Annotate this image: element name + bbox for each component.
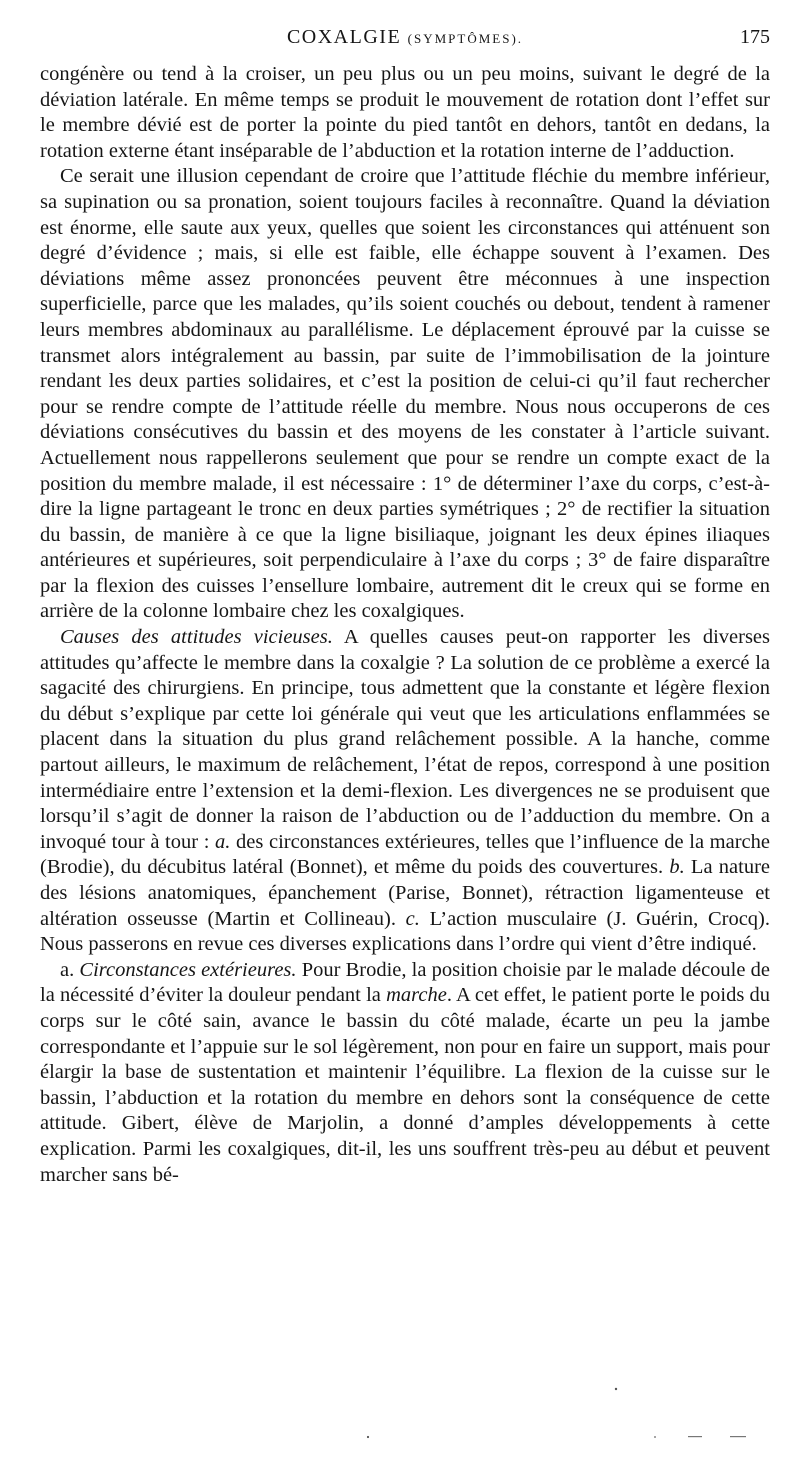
text-run: Pour Brodie, la position choisie par le malade découle de la nécessité d’éviter la douleur pendant la	[40, 958, 770, 1007]
running-head	[40, 26, 770, 54]
paragraph	[40, 164, 770, 625]
running-head-main: COXALGIE	[286, 26, 402, 48]
text-run: Ce serait une illusion cependant de croire que l’attitude fléchie du membre inférieur, sa supination ou sa pronation, soient toujours faciles à reconnaître. Quand la déviation est énorme, elle saute aux yeux, quelles que soient les circonstances qui atténuent son degré d’évidence ; mais, si elle est faible, elle échappe souvent à l’examen. Des déviations même assez prononcées peuvent être méconnues à une inspection superficielle, parce que les malades, qu’ils soient couchés ou debout, tendent à ramener leurs membres abdominaux au parallélisme. Le déplacement éprouvé par la cuisse se transmet alors intégralement au bassin, par suite de l’immobilisation de la jointure rendant les deux parties solidaires, et c’est la position de celui-ci qu’il faut rechercher pour se rendre compte de l’attitude réelle du membre. Nous nous occuperons de ces déviations consécutives du bassin et des moyens de les constater à l’article suivant. Actuellement nous rappellerons seulement que pour se rendre un compte exact de la position du membre malade, il est nécessaire : 1° de déterminer l’axe du corps, c’est-à-dire la ligne partageant le tronc en deux parties symétriques ; 2° de rectifier la situation du bassin, de manière à ce que la ligne bisiliaque, joignant les deux épines iliaques antérieures et supérieures, soit perpendiculaire à l’axe du corps ; 3° de faire disparaître par la flexion des cuisses l’ensellure lombaire, autrement dit le creux qui se forme en arrière de la colonne lombaire chez les coxalgiques.	[40, 165, 770, 623]
italic-text-run: a.	[215, 830, 231, 853]
text-run: La nature des lésions anatomiques, épanchement (Parise, Bonnet), rétraction ligamenteuse et altération osseusse (Martin et Collineau).	[40, 856, 770, 930]
paragraph	[40, 958, 770, 1188]
text-run: . A cet effet, le patient porte le poids du corps sur le côté sain, avance le bassin du côté malade, écarte un peu la jambe correspondante et l’appuie sur le sol légèrement, non pour en faire un support, mais pour élargir la base de sustentation et maintenir l’équilibre. La flexion de la cuisse sur le bassin, l’abduction et la rotation du membre en dehors sont la conséquence de cette attitude. Gibert, élève de Marjolin, a donné d’amples développements à cette explication. Parmi les coxalgiques, dit-il, les uns souffrent très-peu au début et peuvent marcher sans bé-	[40, 984, 771, 1186]
running-head-sub: (SYMPTÔMES).	[407, 31, 524, 46]
text-run: des circonstances extérieures, telles que l’influence de la marche (Brodie), du décubitus latéral (Bonnet), et même du poids des couvertures.	[40, 830, 770, 879]
paragraph	[40, 625, 770, 958]
paragraph	[40, 62, 770, 164]
text-run: L’action musculaire (J. Guérin, Crocq). Nous passerons en revue ces diverses explications dans l’ordre qui vient d’être indiqué.	[40, 907, 771, 956]
text-run: congénère ou tend à la croiser, un peu plus ou un peu moins, suivant le degré de la déviation latérale. En même temps se produit le mouvement de rotation dont l’effet sur le membre dévié est de porter la pointe du pied tantôt en dehors, tantôt en dedans, la rotation externe étant inséparable de l’abduction et la rotation interne de l’adduction.	[40, 63, 770, 162]
italic-text-run: c.	[405, 907, 420, 930]
text-run: a.	[60, 958, 80, 981]
italic-text-run: b.	[669, 856, 685, 879]
italic-text-run: Causes des attitudes vicieuses.	[60, 626, 333, 649]
body-text	[40, 62, 770, 1188]
text-run: A quelles causes peut-on rapporter les diverses attitudes qu’affecte le membre dans la coxalgie ? La solution de ce problème a exercé la sagacité des chirurgiens. En principe, tous admettent que la constante et légère flexion du début s’explique par cette loi générale qui veut que les articulations enflammées se placent dans la situation du plus grand relâchement possible. A la hanche, comme partout ailleurs, le maximum de relâchement, l’état de repos, correspond à une position intermédiaire entre l’extension et la demi-flexion. Les divergences ne se produisent que lorsqu’il s’agit de donner la raison de l’abduction ou de l’adduction du membre. On a invoqué tour à tour :	[40, 626, 770, 853]
running-head-title	[40, 26, 770, 49]
italic-text-run: marche	[386, 984, 447, 1007]
page-number: 175	[740, 26, 770, 48]
italic-text-run: Circonstances extérieures.	[79, 958, 297, 981]
